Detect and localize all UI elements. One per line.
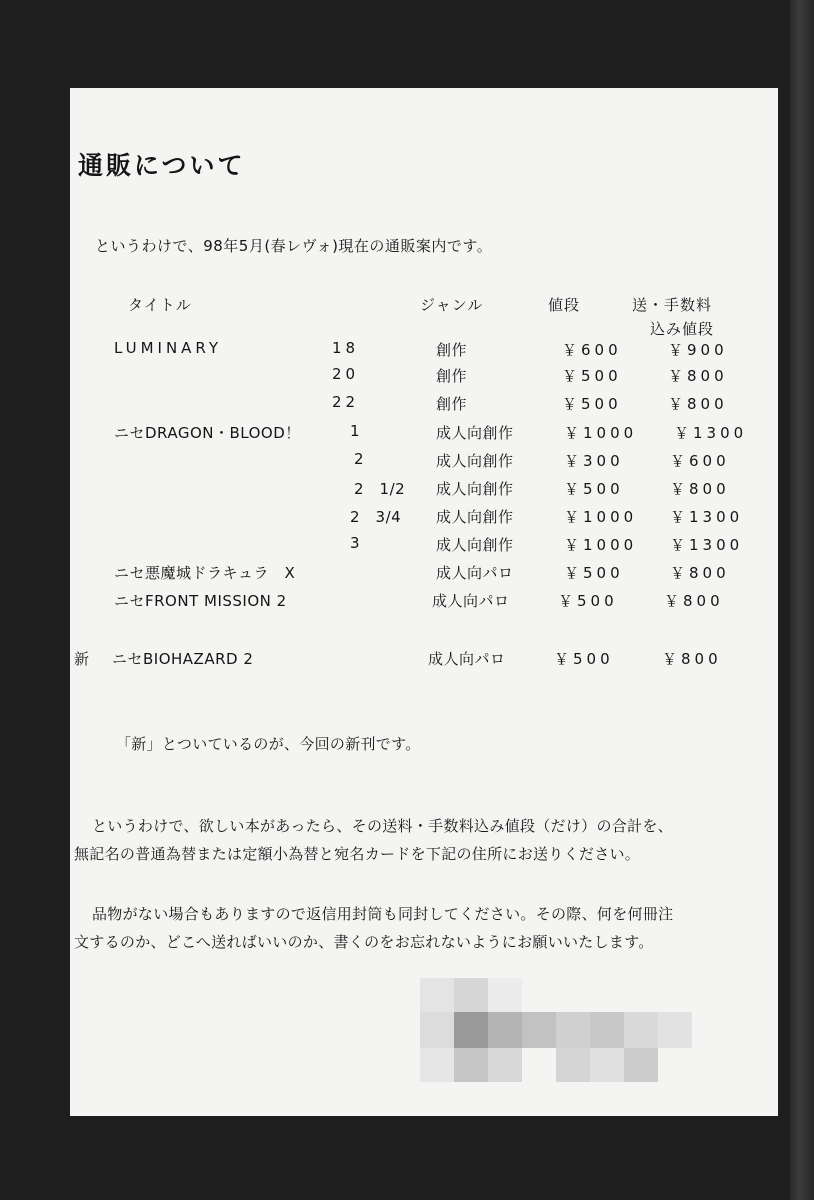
row-price: ￥500	[564, 480, 624, 498]
row-price: ￥500	[564, 564, 624, 582]
row-total: ￥900	[668, 341, 728, 359]
row-price: ￥1000	[564, 424, 638, 442]
header-shipping-total: 込み値段	[650, 320, 715, 338]
row-total: ￥1300	[670, 508, 744, 526]
row-title: ニセBIOHAZARD 2	[112, 650, 254, 668]
document-page	[70, 88, 778, 1116]
order-paragraph-line1: というわけで、欲しい本があったら、その送料・手数料込み値段（だけ）の合計を、	[92, 817, 673, 835]
row-price: ￥500	[562, 395, 622, 413]
row-price: ￥500	[554, 650, 614, 668]
row-title: ニセFRONT MISSION 2	[114, 592, 287, 610]
row-genre: 創作	[436, 395, 468, 413]
row-total: ￥800	[670, 564, 730, 582]
row-genre: 創作	[436, 367, 468, 385]
row-genre: 成人向創作	[436, 452, 514, 470]
header-genre: ジャンル	[420, 296, 484, 314]
row-title: ニセDRAGON・BLOOD！	[114, 424, 301, 442]
row-total: ￥800	[662, 650, 722, 668]
row-title: LUMINARY	[114, 339, 223, 357]
intro-text: というわけで、98年5月(春レヴォ)現在の通販案内です。	[95, 237, 493, 255]
row-price: ￥1000	[564, 536, 638, 554]
row-genre: 成人向創作	[436, 424, 514, 442]
row-issue: 22	[332, 393, 360, 411]
row-genre: 成人向パロ	[428, 650, 506, 668]
row-total: ￥1300	[674, 424, 748, 442]
order-paragraph-line2: 無記名の普通為替または定額小為替と宛名カードを下記の住所にお送りください。	[74, 845, 641, 863]
row-issue: 2 1/2	[354, 480, 406, 498]
row-total: ￥800	[668, 395, 728, 413]
row-price: ￥500	[562, 367, 622, 385]
row-genre: 成人向創作	[436, 536, 514, 554]
censored-address-mosaic	[420, 978, 710, 1088]
row-genre: 成人向パロ	[432, 592, 510, 610]
row-total: ￥600	[670, 452, 730, 470]
page-edge	[790, 0, 814, 1200]
row-price: ￥300	[564, 452, 624, 470]
row-genre: 成人向創作	[436, 480, 514, 498]
row-issue: 2	[354, 450, 365, 468]
row-genre: 成人向創作	[436, 508, 514, 526]
header-title: タイトル	[128, 296, 192, 314]
row-price: ￥1000	[564, 508, 638, 526]
row-genre: 創作	[436, 341, 468, 359]
row-issue: 1	[350, 422, 361, 440]
row-issue: 3	[350, 534, 361, 552]
row-price: ￥500	[558, 592, 618, 610]
row-total: ￥800	[668, 367, 728, 385]
new-mark: 新	[74, 650, 90, 668]
notice-paragraph-line1: 品物がない場合もありますので返信用封筒も同封してください。その際、何を何冊注	[92, 905, 674, 923]
row-genre: 成人向パロ	[436, 564, 514, 582]
new-release-note: 「新」とついているのが、今回の新刊です。	[116, 735, 421, 753]
row-title: ニセ悪魔城ドラキュラ X	[114, 564, 296, 582]
header-price: 値段	[548, 296, 581, 314]
row-issue: 18	[332, 339, 360, 357]
row-total: ￥1300	[670, 536, 744, 554]
row-price: ￥600	[562, 341, 622, 359]
row-total: ￥800	[670, 480, 730, 498]
notice-paragraph-line2: 文するのか、どこへ送ればいいのか、書くのをお忘れないようにお願いいたします。	[74, 933, 654, 951]
row-total: ￥800	[664, 592, 724, 610]
row-issue: 2 3/4	[350, 508, 402, 526]
header-shipping: 送・手数料	[632, 296, 713, 314]
row-issue: 20	[332, 365, 360, 383]
page-title: 通販について	[78, 151, 246, 180]
